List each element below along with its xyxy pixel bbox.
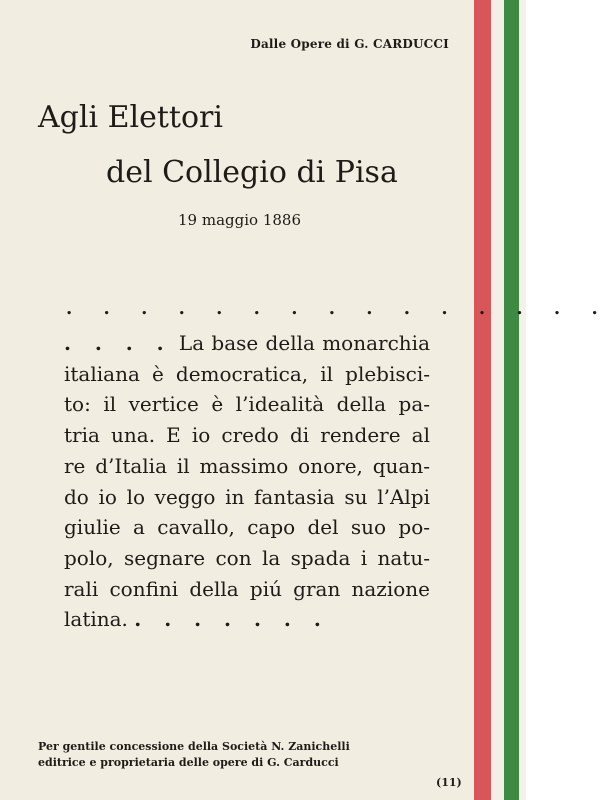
quote-line-text: latina. bbox=[64, 607, 128, 632]
date: 19 maggio 1886 bbox=[178, 211, 301, 229]
leading-ellipsis: . . . . . . . . . . . . . . . bbox=[66, 298, 610, 319]
page-number: (11) bbox=[436, 776, 462, 789]
quote-trailing-dots: . . . . . . . bbox=[134, 607, 329, 632]
footer-line-2: editrice e proprietaria delle opere di G. Carducci bbox=[38, 756, 339, 769]
flag-stripe-green bbox=[504, 0, 519, 800]
quote-line: polo, segnare con la spada i natu- bbox=[64, 545, 430, 570]
quote-line bbox=[64, 328, 430, 359]
title-line-1: Agli Elettori bbox=[38, 100, 223, 135]
quote-line bbox=[64, 604, 430, 635]
quote-text bbox=[64, 328, 430, 635]
footer-credit bbox=[38, 739, 350, 771]
quote-line: do io lo veggo in fantasia su l’Alpi bbox=[64, 484, 430, 509]
card-edge bbox=[519, 0, 526, 800]
footer-line-1: Per gentile concessione della Società N. Zanichelli bbox=[38, 740, 350, 753]
quote-line-text: La base della monarchia bbox=[178, 331, 430, 355]
quote-line: giulie a cavallo, capo del suo po- bbox=[64, 515, 430, 540]
quote-leading-dots: . . . . bbox=[64, 331, 172, 355]
title-line-2: del Collegio di Pisa bbox=[106, 155, 398, 190]
quote-line: re d’Italia il massimo onore, quan- bbox=[64, 453, 430, 478]
quote-line: to: il vertice è l’idealità della pa- bbox=[64, 392, 430, 417]
quote-line: tria una. E io credo di rendere al bbox=[64, 423, 430, 448]
flag-stripe-red bbox=[474, 0, 491, 800]
flag-stripe-white bbox=[491, 0, 504, 800]
attribution: Dalle Opere di G. CARDUCCI bbox=[250, 37, 449, 51]
quote-line: italiana è democratica, il plebisci- bbox=[64, 361, 430, 386]
quote-line: rali confini della piú gran nazione bbox=[64, 576, 430, 601]
